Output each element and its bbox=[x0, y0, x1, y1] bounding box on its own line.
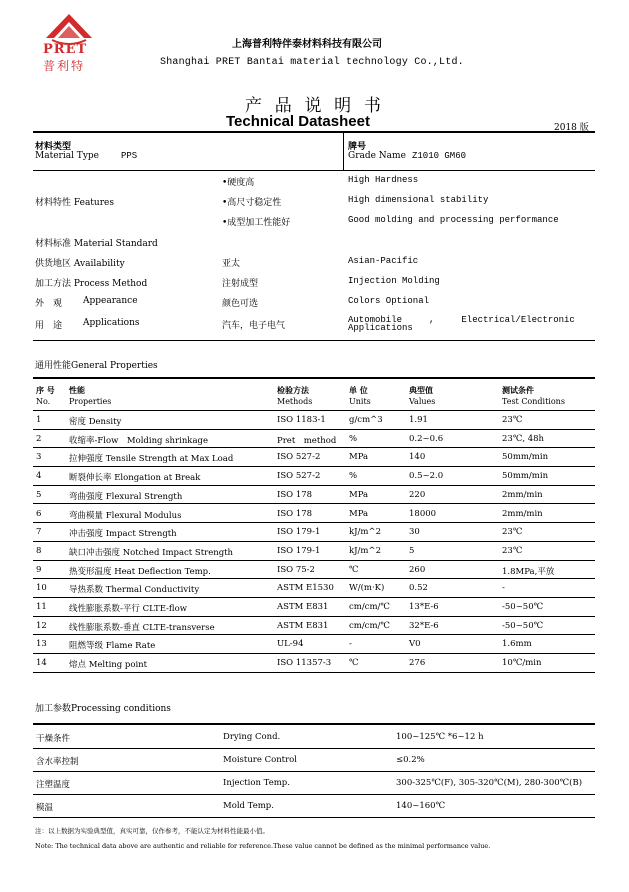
features-label: 材料特性 Features bbox=[35, 198, 114, 208]
feature-cn-3: •成型加工性能好 bbox=[222, 218, 291, 228]
cell-no: 9 bbox=[36, 564, 42, 575]
cell-method: ASTM E831 bbox=[277, 620, 329, 631]
table-row bbox=[33, 542, 595, 561]
cell-value: 1.91 bbox=[409, 415, 428, 425]
logo-chinese-text: 普利特 bbox=[43, 59, 86, 73]
cell-property: 弯曲模量 Flexural Modulus bbox=[69, 510, 182, 521]
header-no-en: No. bbox=[36, 397, 51, 406]
title-cn: 产 品 说 明 书 bbox=[245, 96, 385, 115]
info-top-rule bbox=[33, 131, 595, 133]
material-type-label-en: Material Type bbox=[35, 151, 99, 161]
cell-no: 12 bbox=[36, 620, 47, 631]
cell-method: Pret method bbox=[277, 435, 337, 446]
general-table-header bbox=[33, 379, 595, 411]
cell-unit: ℃ bbox=[349, 564, 359, 575]
cell-value: 18000 bbox=[409, 508, 437, 519]
logo-text: PRET bbox=[43, 42, 88, 57]
cell-condition: 2mm/min bbox=[502, 489, 543, 500]
cell-param-value: ≤0.2% bbox=[396, 755, 425, 765]
cell-no: 1 bbox=[36, 415, 42, 425]
cell-value: V0 bbox=[409, 639, 421, 650]
grade-label-cn: 牌号 bbox=[348, 142, 367, 152]
cell-condition: 10℃/min bbox=[502, 658, 542, 669]
cell-param-cn: 注塑温度 bbox=[36, 780, 71, 790]
cell-condition: 1.6mm bbox=[502, 639, 532, 650]
header-cond-cn: 测试条件 bbox=[502, 385, 534, 395]
cell-value: 0.52 bbox=[409, 583, 428, 594]
cell-unit: % bbox=[349, 433, 358, 444]
cell-value: 5 bbox=[409, 545, 415, 556]
cell-unit: g/cm^3 bbox=[349, 415, 383, 425]
cell-condition: 50mm/min bbox=[502, 471, 549, 482]
cell-method: ISO 11357-3 bbox=[277, 658, 332, 669]
table-row bbox=[33, 505, 595, 524]
feature-en-3: Good molding and processing performance bbox=[348, 215, 559, 225]
cell-no: 6 bbox=[36, 508, 42, 519]
header-unit-cn: 单 位 bbox=[349, 385, 368, 395]
cell-method: ISO 527-2 bbox=[277, 471, 321, 482]
info-divider bbox=[343, 132, 344, 170]
material-type-value: PPS bbox=[121, 151, 138, 161]
cell-condition: 23℃ bbox=[502, 527, 523, 538]
cell-param-en: Injection Temp. bbox=[223, 778, 290, 788]
cell-value: 0.5~2.0 bbox=[409, 471, 444, 482]
header-value-cn: 典型值 bbox=[409, 385, 433, 395]
cell-unit: cm/cm/℃ bbox=[349, 620, 390, 631]
cell-property: 热变形温度 Heat Deflection Temp. bbox=[69, 566, 211, 577]
process-cn: 注射成型 bbox=[222, 279, 259, 289]
material-type-label-cn: 材料类型 bbox=[35, 142, 72, 152]
company-name-en: Shanghai PRET Bantai material technology Co.,Ltd. bbox=[160, 57, 464, 68]
header-prop-en: Properties bbox=[69, 397, 112, 406]
table-row bbox=[33, 654, 595, 673]
table-row bbox=[33, 467, 595, 486]
table-row bbox=[33, 749, 595, 772]
cell-method: UL-94 bbox=[277, 639, 304, 650]
cell-condition: 1.8MPa,平放 bbox=[502, 566, 555, 577]
edition-year: 2018 版 bbox=[554, 123, 589, 133]
appearance-cn: 颜色可选 bbox=[222, 299, 259, 309]
info-bottom-rule bbox=[33, 340, 595, 341]
cell-param-cn: 含水率控制 bbox=[36, 757, 79, 767]
table-row bbox=[33, 486, 595, 505]
processing-top-rule bbox=[33, 723, 595, 725]
cell-condition: 23℃ bbox=[502, 415, 523, 425]
applications-cn: 汽车，电子电气 bbox=[222, 321, 286, 331]
cell-param-cn: 模温 bbox=[36, 803, 54, 813]
cell-unit: MPa bbox=[349, 489, 369, 500]
feature-cn-2: •高尺寸稳定性 bbox=[222, 198, 282, 208]
title-en: Technical Datasheet bbox=[226, 113, 370, 130]
cell-property: 熔点 Melting point bbox=[69, 660, 148, 671]
cell-no: 3 bbox=[36, 452, 42, 463]
table-row bbox=[33, 523, 595, 542]
header-no-cn: 序 号 bbox=[36, 385, 55, 395]
cell-unit: MPa bbox=[349, 508, 369, 519]
table-row bbox=[33, 617, 595, 636]
table-row bbox=[33, 448, 595, 467]
cell-value: 30 bbox=[409, 527, 420, 538]
cell-unit: MPa bbox=[349, 452, 369, 463]
cell-value: 0.2~0.6 bbox=[409, 433, 444, 444]
header-cond-en: Test Conditions bbox=[502, 397, 565, 406]
note-cn: 注：以上数据为实验典型值，真实可靠，仅作参考，不能认定为材料性能最小值。 bbox=[35, 827, 269, 835]
cell-param-value: 140~160℃ bbox=[396, 801, 446, 811]
cell-method: ISO 75-2 bbox=[277, 564, 315, 575]
cell-value: 260 bbox=[409, 564, 426, 575]
cell-value: 32*E-6 bbox=[409, 620, 439, 631]
feature-en-1: High Hardness bbox=[348, 175, 419, 185]
feature-cn-1: •硬度高 bbox=[222, 178, 255, 188]
table-row bbox=[33, 598, 595, 617]
cell-no: 10 bbox=[36, 583, 47, 594]
cell-method: ISO 1183-1 bbox=[277, 415, 326, 425]
cell-param-en: Moisture Control bbox=[223, 755, 297, 765]
cell-param-value: 100~125℃ *6~12 h bbox=[396, 732, 484, 742]
cell-condition: -50~50℃ bbox=[502, 602, 544, 612]
header-method-en: Methods bbox=[277, 397, 313, 406]
table-row bbox=[33, 635, 595, 654]
cell-method: ISO 179-1 bbox=[277, 545, 321, 556]
info-row-rule bbox=[33, 170, 595, 171]
cell-no: 11 bbox=[36, 602, 47, 612]
cell-no: 8 bbox=[36, 545, 42, 556]
cell-value: 13*E-6 bbox=[409, 602, 439, 612]
process-label: 加工方法 Process Method bbox=[35, 279, 148, 289]
cell-unit: ℃ bbox=[349, 658, 359, 669]
note-en: Note: The technical data above are authentic and reliable for reference.These value cannot be defined as the minimal performance value. bbox=[35, 842, 491, 850]
cell-unit: - bbox=[349, 639, 352, 650]
applications-en-line1: Automobile , Electrical/Electronic bbox=[348, 315, 575, 325]
header-method-cn: 检验方法 bbox=[277, 385, 309, 395]
cell-unit: % bbox=[349, 471, 358, 482]
company-name-cn: 上海普利特伴泰材料科技有限公司 bbox=[232, 39, 382, 50]
cell-property: 缺口冲击强度 Notched Impact Strength bbox=[69, 547, 234, 558]
cell-param-en: Mold Temp. bbox=[223, 801, 274, 811]
cell-no: 14 bbox=[36, 658, 47, 669]
table-row bbox=[33, 561, 595, 580]
appearance-label-cn: 外 观 bbox=[35, 299, 63, 309]
cell-condition: 2mm/min bbox=[502, 508, 543, 519]
table-row bbox=[33, 411, 595, 430]
table-row bbox=[33, 430, 595, 449]
availability-en: Asian-Pacific bbox=[348, 256, 419, 266]
cell-value: 220 bbox=[409, 489, 426, 500]
cell-value: 140 bbox=[409, 452, 426, 463]
cell-method: ASTM E1530 bbox=[277, 583, 334, 594]
cell-condition: 23℃, 48h bbox=[502, 433, 545, 444]
cell-property: 弯曲强度 Flexural Strength bbox=[69, 491, 183, 502]
availability-cn: 亚太 bbox=[222, 259, 241, 269]
cell-no: 4 bbox=[36, 471, 42, 482]
cell-no: 5 bbox=[36, 489, 42, 500]
cell-param-value: 300-325℃(F), 305-320℃(M), 280-300℃(B) bbox=[396, 778, 583, 788]
cell-unit: kJ/m^2 bbox=[349, 527, 382, 538]
cell-condition: 23℃ bbox=[502, 545, 523, 556]
cell-method: ISO 527-2 bbox=[277, 452, 321, 463]
header-prop-cn: 性能 bbox=[69, 385, 85, 395]
table-row bbox=[33, 772, 595, 795]
appearance-label-en: Appearance bbox=[83, 296, 138, 306]
processing-section-title: 加工参数Processing conditions bbox=[35, 704, 171, 714]
appearance-en: Colors Optional bbox=[348, 296, 430, 306]
cell-property: 收缩率-Flow Molding shrinkage bbox=[69, 435, 208, 446]
cell-property: 导热系数 Thermal Conductivity bbox=[69, 585, 200, 596]
cell-property: 阻燃等级 Flame Rate bbox=[69, 641, 156, 652]
cell-no: 2 bbox=[36, 433, 42, 444]
cell-param-en: Drying Cond. bbox=[223, 732, 281, 742]
cell-property: 线性膨胀系数-垂直 CLTE-transverse bbox=[69, 622, 215, 633]
cell-property: 线性膨胀系数-平行 CLTE-flow bbox=[69, 604, 187, 614]
cell-unit: W/(m·K) bbox=[349, 583, 385, 594]
applications-label-cn: 用 途 bbox=[35, 321, 63, 331]
cell-unit: kJ/m^2 bbox=[349, 545, 382, 556]
table-row bbox=[33, 579, 595, 598]
cell-method: ISO 178 bbox=[277, 508, 313, 519]
general-section-title: 通用性能General Properties bbox=[35, 361, 158, 371]
process-en: Injection Molding bbox=[348, 276, 440, 286]
grade-value: Z1010 GM60 bbox=[412, 151, 467, 161]
cell-property: 密度 Density bbox=[69, 417, 122, 427]
cell-condition: - bbox=[502, 583, 505, 594]
cell-condition: 50mm/min bbox=[502, 452, 549, 463]
cell-property: 冲击强度 Impact Strength bbox=[69, 529, 177, 540]
cell-param-cn: 干燥条件 bbox=[36, 734, 71, 744]
grade-label-en: Grade Name bbox=[348, 151, 406, 161]
cell-value: 276 bbox=[409, 658, 426, 669]
standard-label: 材料标准 Material Standard bbox=[35, 239, 158, 249]
cell-method: ISO 179-1 bbox=[277, 527, 321, 538]
cell-property: 拉伸强度 Tensile Strength at Max Load bbox=[69, 454, 234, 465]
header-value-en: Values bbox=[409, 397, 436, 406]
header-unit-en: Units bbox=[349, 397, 371, 406]
cell-no: 7 bbox=[36, 527, 42, 538]
applications-en-line2: Applications bbox=[348, 323, 413, 333]
cell-unit: cm/cm/℃ bbox=[349, 602, 390, 612]
availability-label: 供货地区 Availability bbox=[35, 259, 125, 269]
cell-method: ASTM E831 bbox=[277, 602, 329, 612]
table-row bbox=[33, 726, 595, 749]
cell-property: 断裂伸长率 Elongation at Break bbox=[69, 473, 201, 484]
cell-condition: -50~50℃ bbox=[502, 620, 544, 631]
applications-label-en: Applications bbox=[83, 318, 140, 328]
cell-no: 13 bbox=[36, 639, 47, 650]
feature-en-2: High dimensional stability bbox=[348, 195, 489, 205]
table-row bbox=[33, 795, 595, 818]
cell-method: ISO 178 bbox=[277, 489, 313, 500]
